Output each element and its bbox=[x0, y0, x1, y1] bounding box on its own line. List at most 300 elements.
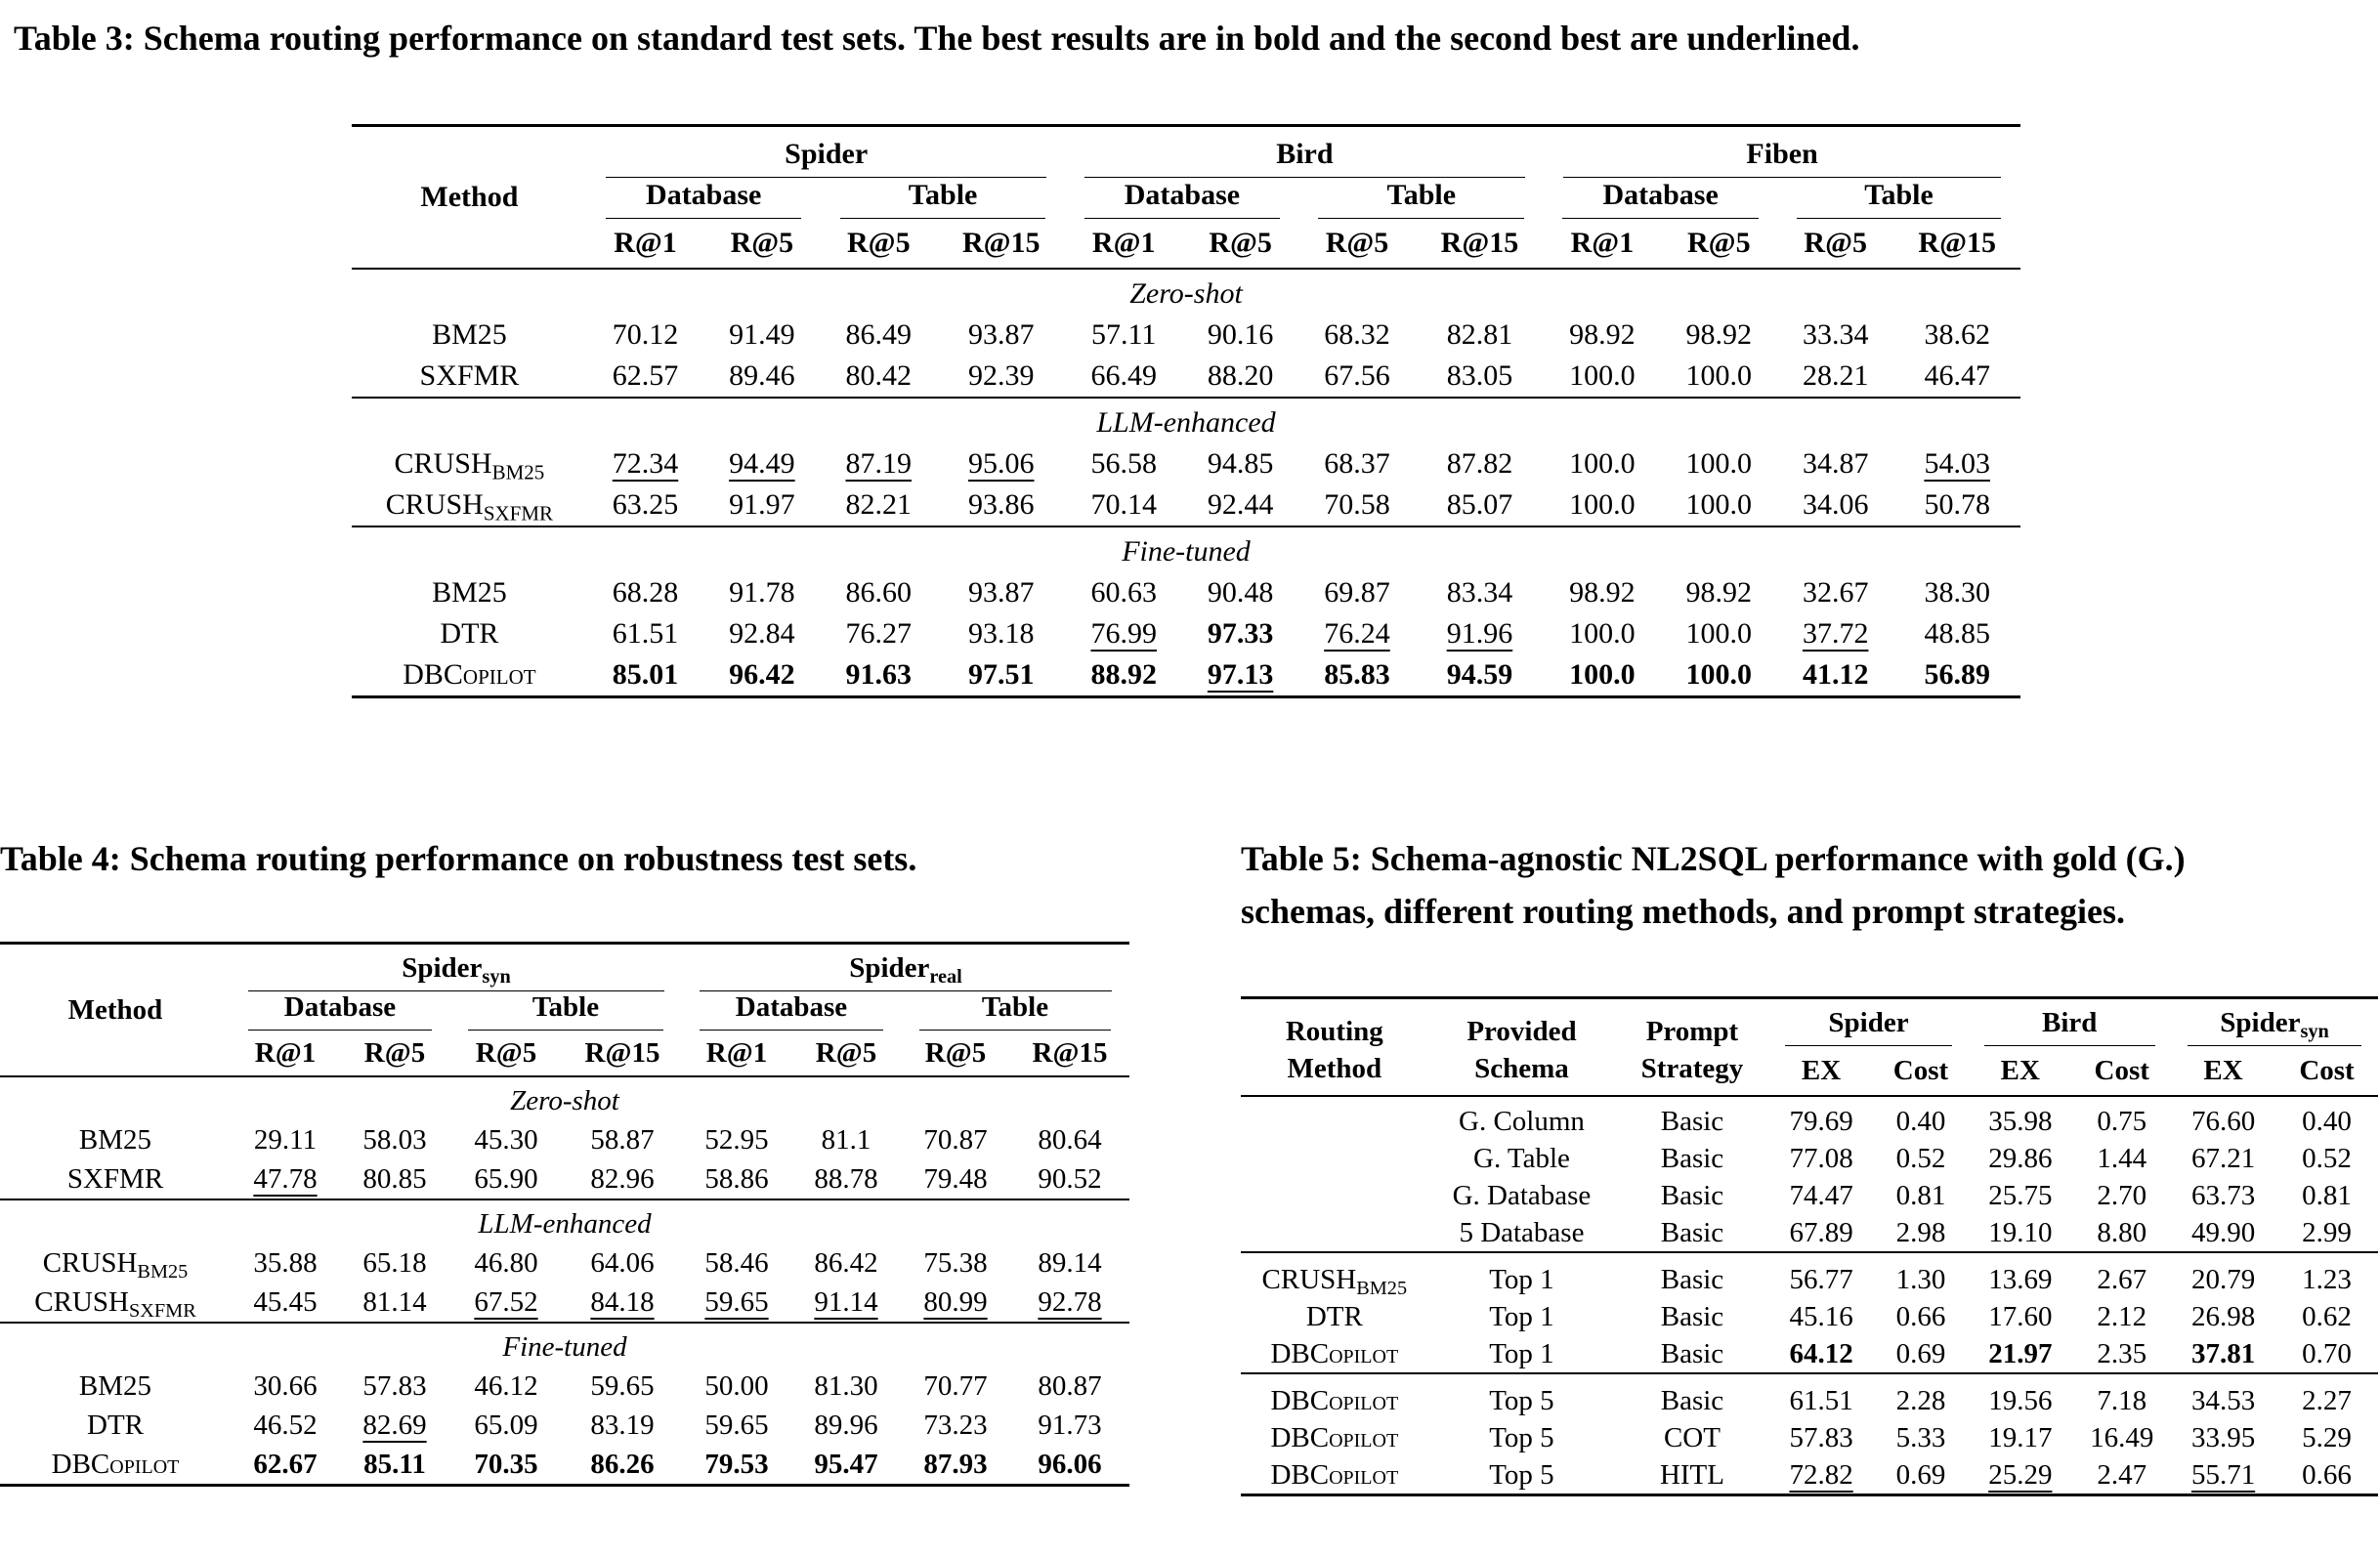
table4-dataset-header: Spider$_{real}$ bbox=[682, 944, 1129, 992]
metric-value: 0.69 bbox=[1895, 1337, 1946, 1369]
metric-value: 86.42 bbox=[814, 1246, 878, 1279]
method-name: BM25 bbox=[432, 576, 507, 609]
metric-value: 59.65 bbox=[704, 1285, 769, 1318]
table-row bbox=[1241, 1456, 2378, 1495]
metric-value: 46.52 bbox=[253, 1409, 318, 1441]
method-name: SXFMR bbox=[66, 1162, 164, 1195]
provided-schema: Top 5 bbox=[1489, 1421, 1554, 1453]
prompt-strategy: Basic bbox=[1660, 1337, 1724, 1369]
metric-value: 98.92 bbox=[1685, 318, 1753, 351]
metric-value: 25.29 bbox=[1988, 1458, 2053, 1491]
metric-value: 100.0 bbox=[1685, 488, 1753, 521]
group-label-row bbox=[352, 269, 2020, 315]
metric-header: EX bbox=[1801, 1054, 1842, 1086]
metric-value: 17.60 bbox=[1988, 1300, 2053, 1332]
metric-value: 100.0 bbox=[1569, 617, 1636, 650]
metric-header: EX bbox=[2000, 1054, 2040, 1086]
metric-value: 98.92 bbox=[1685, 576, 1753, 609]
metric-value: 28.21 bbox=[1802, 359, 1869, 392]
table-row bbox=[0, 1406, 1129, 1445]
metric-header: R@15 bbox=[1440, 227, 1519, 259]
metric-value: 52.95 bbox=[704, 1123, 769, 1156]
table3-subgroup-header: Database bbox=[1066, 178, 1299, 219]
group-label: Fine-tuned bbox=[502, 1330, 627, 1363]
metric-value: 77.08 bbox=[1789, 1142, 1853, 1174]
table-row bbox=[0, 1159, 1129, 1199]
table3-method-header: Method bbox=[420, 181, 519, 213]
metric-value: 57.83 bbox=[362, 1369, 427, 1402]
routing-method bbox=[1241, 1096, 1428, 1140]
metric-value: 0.40 bbox=[1895, 1105, 1946, 1137]
metric-value: 32.67 bbox=[1802, 576, 1869, 609]
metric-value: 76.99 bbox=[1090, 617, 1157, 650]
metric-value: 56.77 bbox=[1789, 1263, 1853, 1295]
routing-method: DTR bbox=[1305, 1300, 1363, 1332]
metric-value: 0.75 bbox=[2097, 1105, 2147, 1137]
table4 bbox=[0, 942, 1129, 1487]
metric-value: 21.97 bbox=[1988, 1337, 2053, 1369]
prompt-strategy: Basic bbox=[1660, 1263, 1724, 1295]
metric-value: 37.81 bbox=[2190, 1337, 2256, 1369]
metric-value: 93.87 bbox=[968, 576, 1035, 609]
prompt-strategy: Basic bbox=[1660, 1179, 1724, 1211]
metric-value: 80.42 bbox=[845, 359, 913, 392]
table4-subgroup-header: Table bbox=[449, 991, 682, 1031]
metric-value: 75.38 bbox=[923, 1246, 988, 1279]
metric-value: 100.0 bbox=[1685, 617, 1753, 650]
metric-value: 100.0 bbox=[1569, 658, 1636, 691]
metric-value: 80.85 bbox=[362, 1162, 427, 1195]
metric-value: 80.64 bbox=[1038, 1123, 1102, 1156]
metric-value: 97.33 bbox=[1207, 617, 1274, 650]
metric-value: 20.79 bbox=[2190, 1263, 2256, 1295]
metric-value: 94.49 bbox=[729, 447, 795, 480]
table3-caption: Table 3: Schema routing performance on standard test sets. The best results are in bold and the second best are underlined. bbox=[14, 19, 1860, 58]
metric-value: 1.30 bbox=[1895, 1263, 1946, 1295]
metric-value: 91.73 bbox=[1038, 1409, 1102, 1441]
metric-value: 1.44 bbox=[2097, 1142, 2147, 1174]
metric-value: 68.28 bbox=[612, 576, 679, 609]
metric-value: 88.78 bbox=[814, 1162, 878, 1195]
metric-value: 62.57 bbox=[612, 359, 679, 392]
metric-value: 94.85 bbox=[1207, 447, 1274, 480]
method-name: BM25 bbox=[78, 1369, 152, 1402]
metric-value: 29.86 bbox=[1988, 1142, 2053, 1174]
prompt-strategy: Basic bbox=[1660, 1142, 1724, 1174]
metric-value: 45.45 bbox=[253, 1285, 318, 1318]
method-name: DTR bbox=[440, 617, 499, 650]
table3-dataset-header: Fiben bbox=[1544, 126, 2020, 179]
metric-value: 56.58 bbox=[1090, 447, 1157, 480]
table-row bbox=[1241, 1096, 2378, 1140]
table-row bbox=[0, 1120, 1129, 1159]
prompt-strategy: HITL bbox=[1659, 1458, 1724, 1491]
metric-value: 96.06 bbox=[1038, 1448, 1102, 1480]
metric-value: 83.05 bbox=[1446, 359, 1513, 392]
metric-value: 63.73 bbox=[2190, 1179, 2256, 1211]
metric-header: R@15 bbox=[1918, 227, 1996, 259]
metric-value: 91.96 bbox=[1446, 617, 1513, 650]
table3-header-metrics bbox=[352, 219, 2020, 269]
table3-dataset-header: Bird bbox=[1066, 126, 1545, 179]
provided-schema: Top 1 bbox=[1489, 1337, 1554, 1369]
metric-value: 66.49 bbox=[1090, 359, 1157, 392]
metric-value: 55.71 bbox=[2190, 1458, 2256, 1491]
table5-routing-header: Routing Method bbox=[1285, 1016, 1383, 1084]
metric-value: 8.80 bbox=[2097, 1216, 2147, 1248]
prompt-strategy: Basic bbox=[1660, 1105, 1724, 1137]
metric-value: 2.27 bbox=[2302, 1384, 2352, 1416]
metric-value: 91.14 bbox=[814, 1285, 878, 1318]
table3-subgroup-header: Table bbox=[1777, 178, 2020, 219]
table-row bbox=[1241, 1335, 2378, 1373]
metric-value: 68.32 bbox=[1324, 318, 1390, 351]
method-name: BM25 bbox=[78, 1123, 152, 1156]
table3 bbox=[352, 124, 2020, 698]
metric-value: 38.62 bbox=[1924, 318, 1990, 351]
metric-value: 70.12 bbox=[612, 318, 679, 351]
metric-value: 45.16 bbox=[1789, 1300, 1853, 1332]
metric-header: R@15 bbox=[961, 227, 1041, 259]
metric-header: EX bbox=[2203, 1054, 2243, 1086]
metric-value: 90.48 bbox=[1207, 576, 1274, 609]
metric-value: 2.35 bbox=[2097, 1337, 2147, 1369]
metric-value: 70.58 bbox=[1324, 488, 1390, 521]
group-label-row bbox=[352, 398, 2020, 443]
metric-value: 89.14 bbox=[1038, 1246, 1102, 1279]
metric-value: 96.42 bbox=[729, 658, 795, 691]
method-name: DBCopilot bbox=[403, 658, 536, 691]
metric-value: 0.40 bbox=[2302, 1105, 2352, 1137]
metric-value: 0.62 bbox=[2302, 1300, 2352, 1332]
group-label: Zero-shot bbox=[1129, 277, 1243, 310]
metric-value: 76.27 bbox=[845, 617, 913, 650]
metric-value: 98.92 bbox=[1569, 318, 1636, 351]
table4-dataset-header: Spider$_{syn}$ bbox=[231, 944, 682, 992]
metric-header: R@1 bbox=[614, 227, 677, 259]
table5-prompt-header: Prompt Strategy bbox=[1640, 1016, 1744, 1084]
metric-value: 85.01 bbox=[612, 658, 679, 691]
group-label: LLM-enhanced bbox=[1096, 406, 1276, 439]
metric-value: 46.12 bbox=[474, 1369, 538, 1402]
table-row bbox=[1241, 1177, 2378, 1214]
table-row bbox=[1241, 1298, 2378, 1335]
table3-subgroup-header: Database bbox=[1544, 178, 1777, 219]
metric-value: 86.60 bbox=[845, 576, 913, 609]
table-row bbox=[352, 572, 2020, 613]
metric-value: 33.34 bbox=[1802, 318, 1869, 351]
metric-value: 70.14 bbox=[1090, 488, 1157, 521]
metric-value: 100.0 bbox=[1569, 359, 1636, 392]
metric-value: 33.95 bbox=[2190, 1421, 2256, 1453]
table3-subgroup-header: Table bbox=[1298, 178, 1544, 219]
metric-value: 92.44 bbox=[1207, 488, 1274, 521]
metric-value: 100.0 bbox=[1685, 658, 1753, 691]
group-label-row bbox=[0, 1199, 1129, 1243]
table-row bbox=[0, 1283, 1129, 1323]
metric-header: R@5 bbox=[1687, 227, 1751, 259]
group-label: LLM-enhanced bbox=[478, 1207, 652, 1240]
metric-value: 2.28 bbox=[1895, 1384, 1946, 1416]
metric-value: 2.70 bbox=[2097, 1179, 2147, 1211]
metric-header: R@5 bbox=[815, 1036, 877, 1069]
routing-method: DBCopilot bbox=[1270, 1421, 1399, 1453]
metric-value: 84.18 bbox=[590, 1285, 655, 1318]
metric-value: 0.81 bbox=[1895, 1179, 1946, 1211]
metric-value: 0.81 bbox=[2302, 1179, 2352, 1211]
table-row bbox=[0, 1367, 1129, 1406]
metric-header: R@5 bbox=[847, 227, 911, 259]
metric-value: 7.18 bbox=[2097, 1384, 2147, 1416]
metric-value: 5.33 bbox=[1895, 1421, 1946, 1453]
metric-value: 83.19 bbox=[590, 1409, 655, 1441]
metric-value: 68.37 bbox=[1324, 447, 1390, 480]
metric-value: 85.11 bbox=[363, 1448, 426, 1480]
metric-header: R@5 bbox=[1209, 227, 1272, 259]
metric-header: R@5 bbox=[1325, 227, 1389, 259]
method-name: $CRUSH_{BM25}$ bbox=[42, 1246, 189, 1283]
table-row bbox=[352, 315, 2020, 356]
metric-header: R@15 bbox=[584, 1036, 660, 1069]
metric-header: R@15 bbox=[1032, 1036, 1108, 1069]
metric-value: 19.10 bbox=[1988, 1216, 2053, 1248]
provided-schema: G. Table bbox=[1473, 1142, 1570, 1174]
metric-value: 54.03 bbox=[1924, 447, 1990, 480]
metric-value: 46.47 bbox=[1924, 359, 1990, 392]
metric-value: 88.20 bbox=[1207, 359, 1274, 392]
metric-value: 76.60 bbox=[2190, 1105, 2256, 1137]
method-name: $CRUSH_{SXFMR}$ bbox=[385, 488, 554, 526]
metric-value: 2.98 bbox=[1895, 1216, 1946, 1248]
table4-subgroup-header: Database bbox=[231, 991, 449, 1031]
metric-value: 67.52 bbox=[474, 1285, 538, 1318]
metric-value: 65.90 bbox=[474, 1162, 538, 1195]
metric-value: 95.06 bbox=[968, 447, 1035, 480]
metric-value: 1.23 bbox=[2302, 1263, 2352, 1295]
metric-value: 2.67 bbox=[2097, 1263, 2147, 1295]
metric-value: 67.21 bbox=[2190, 1142, 2256, 1174]
metric-value: 0.52 bbox=[2302, 1142, 2352, 1174]
metric-value: 92.84 bbox=[729, 617, 795, 650]
metric-value: 89.96 bbox=[814, 1409, 878, 1441]
table3-header-datasets bbox=[352, 126, 2020, 179]
metric-value: 0.69 bbox=[1895, 1458, 1946, 1491]
metric-value: 62.67 bbox=[253, 1448, 318, 1480]
metric-value: 65.09 bbox=[474, 1409, 538, 1441]
metric-value: 80.99 bbox=[923, 1285, 988, 1318]
metric-value: 85.83 bbox=[1324, 658, 1390, 691]
provided-schema: Top 5 bbox=[1489, 1458, 1554, 1491]
metric-value: 92.78 bbox=[1038, 1285, 1102, 1318]
metric-value: 91.63 bbox=[845, 658, 913, 691]
table-row bbox=[352, 356, 2020, 398]
table3-header-subgroups bbox=[352, 178, 2020, 219]
metric-value: 79.69 bbox=[1789, 1105, 1853, 1137]
metric-value: 86.49 bbox=[845, 318, 913, 351]
metric-value: 25.75 bbox=[1988, 1179, 2053, 1211]
metric-value: 49.90 bbox=[2190, 1216, 2256, 1248]
provided-schema: Top 1 bbox=[1489, 1300, 1554, 1332]
metric-header: R@1 bbox=[705, 1036, 768, 1069]
group-label-row bbox=[352, 526, 2020, 572]
metric-value: 93.18 bbox=[968, 617, 1035, 650]
metric-value: 60.63 bbox=[1090, 576, 1157, 609]
table5-dataset-header: Spider$_{syn}$ bbox=[2171, 998, 2378, 1047]
metric-value: 90.16 bbox=[1207, 318, 1274, 351]
metric-value: 100.0 bbox=[1685, 359, 1753, 392]
metric-value: 38.30 bbox=[1924, 576, 1990, 609]
metric-value: 79.53 bbox=[704, 1448, 769, 1480]
table5-caption-line2: schemas, different routing methods, and prompt strategies. bbox=[1241, 892, 2125, 931]
table3-dataset-header: Spider bbox=[587, 126, 1066, 179]
metric-value: 89.46 bbox=[729, 359, 795, 392]
metric-value: 95.47 bbox=[814, 1448, 878, 1480]
table-row bbox=[0, 1243, 1129, 1283]
metric-value: 81.14 bbox=[362, 1285, 427, 1318]
metric-header: R@1 bbox=[1570, 227, 1635, 259]
metric-value: 72.34 bbox=[612, 447, 679, 480]
table-row bbox=[352, 484, 2020, 526]
metric-value: 58.86 bbox=[704, 1162, 769, 1195]
table-row bbox=[0, 1445, 1129, 1486]
metric-value: 37.72 bbox=[1802, 617, 1869, 650]
routing-method: DBCopilot bbox=[1270, 1458, 1399, 1491]
metric-value: 90.52 bbox=[1038, 1162, 1102, 1195]
metric-value: 97.51 bbox=[968, 658, 1035, 691]
method-name: BM25 bbox=[432, 318, 507, 351]
table-row bbox=[1241, 1373, 2378, 1419]
metric-value: 29.11 bbox=[253, 1123, 318, 1156]
metric-value: 93.86 bbox=[968, 488, 1035, 521]
metric-value: 61.51 bbox=[1789, 1384, 1853, 1416]
metric-value: 2.12 bbox=[2097, 1300, 2147, 1332]
metric-value: 57.11 bbox=[1091, 318, 1157, 351]
metric-value: 82.96 bbox=[590, 1162, 655, 1195]
metric-value: 46.80 bbox=[474, 1246, 538, 1279]
prompt-strategy: Basic bbox=[1660, 1216, 1724, 1248]
metric-header: R@5 bbox=[924, 1036, 987, 1069]
metric-header: Cost bbox=[2094, 1054, 2149, 1086]
table5-caption-line1: Table 5: Schema-agnostic NL2SQL performance with gold (G.) bbox=[1241, 839, 2186, 878]
metric-value: 88.92 bbox=[1090, 658, 1157, 691]
method-name: SXFMR bbox=[419, 359, 520, 392]
metric-value: 0.66 bbox=[1895, 1300, 1946, 1332]
metric-value: 26.98 bbox=[2190, 1300, 2256, 1332]
metric-value: 67.89 bbox=[1789, 1216, 1853, 1248]
provided-schema: Top 1 bbox=[1489, 1263, 1554, 1295]
provided-schema: Top 5 bbox=[1489, 1384, 1554, 1416]
metric-value: 81.1 bbox=[821, 1123, 871, 1156]
table5-schema-header: Provided Schema bbox=[1466, 1016, 1577, 1084]
metric-value: 69.87 bbox=[1324, 576, 1390, 609]
table5-dataset-header: Bird bbox=[1968, 998, 2171, 1047]
group-label: Zero-shot bbox=[510, 1084, 619, 1116]
metric-header: R@5 bbox=[730, 227, 794, 259]
prompt-strategy: COT bbox=[1663, 1421, 1721, 1453]
metric-header: R@5 bbox=[475, 1036, 537, 1069]
metric-header: R@5 bbox=[1804, 227, 1867, 259]
metric-value: 64.06 bbox=[590, 1246, 655, 1279]
metric-value: 19.56 bbox=[1988, 1384, 2053, 1416]
metric-value: 2.99 bbox=[2302, 1216, 2352, 1248]
metric-value: 100.0 bbox=[1569, 488, 1636, 521]
table5-dataset-header: Spider bbox=[1769, 998, 1969, 1047]
method-name: DTR bbox=[87, 1409, 144, 1441]
metric-value: 0.70 bbox=[2302, 1337, 2352, 1369]
table-row bbox=[352, 613, 2020, 654]
metric-value: 5.29 bbox=[2302, 1421, 2352, 1453]
metric-value: 98.92 bbox=[1569, 576, 1636, 609]
metric-value: 59.65 bbox=[590, 1369, 655, 1402]
method-name: DBCopilot bbox=[51, 1448, 180, 1480]
metric-value: 94.59 bbox=[1446, 658, 1513, 691]
metric-value: 67.56 bbox=[1324, 359, 1390, 392]
metric-value: 19.17 bbox=[1988, 1421, 2053, 1453]
table-row bbox=[352, 654, 2020, 697]
metric-value: 0.66 bbox=[2302, 1458, 2352, 1491]
method-name: $CRUSH_{BM25}$ bbox=[394, 447, 545, 484]
metric-value: 34.87 bbox=[1802, 447, 1869, 480]
table-row bbox=[1241, 1252, 2378, 1298]
metric-value: 97.13 bbox=[1207, 658, 1274, 691]
metric-value: 73.23 bbox=[923, 1409, 988, 1441]
metric-value: 56.89 bbox=[1924, 658, 1990, 691]
provided-schema: 5 Database bbox=[1459, 1216, 1585, 1248]
metric-value: 87.82 bbox=[1446, 447, 1513, 480]
table4-header-datasets bbox=[0, 944, 1129, 992]
metric-value: 50.78 bbox=[1924, 488, 1990, 521]
metric-value: 93.87 bbox=[968, 318, 1035, 351]
metric-value: 30.66 bbox=[253, 1369, 318, 1402]
table5 bbox=[1241, 996, 2378, 1496]
routing-method: DBCopilot bbox=[1270, 1384, 1399, 1416]
metric-value: 2.47 bbox=[2097, 1458, 2147, 1491]
metric-value: 72.82 bbox=[1789, 1458, 1853, 1491]
table3-subgroup-header: Table bbox=[821, 178, 1066, 219]
routing-method bbox=[1241, 1140, 1428, 1177]
metric-value: 58.87 bbox=[590, 1123, 655, 1156]
metric-value: 83.34 bbox=[1446, 576, 1513, 609]
table4-subgroup-header: Database bbox=[682, 991, 901, 1031]
prompt-strategy: Basic bbox=[1660, 1300, 1724, 1332]
metric-value: 64.12 bbox=[1789, 1337, 1853, 1369]
metric-value: 57.83 bbox=[1789, 1421, 1853, 1453]
metric-value: 70.77 bbox=[923, 1369, 988, 1402]
metric-value: 91.49 bbox=[729, 318, 795, 351]
metric-value: 58.46 bbox=[704, 1246, 769, 1279]
metric-value: 82.81 bbox=[1446, 318, 1513, 351]
metric-value: 70.35 bbox=[474, 1448, 538, 1480]
metric-value: 87.19 bbox=[845, 447, 913, 480]
metric-value: 82.69 bbox=[362, 1409, 427, 1441]
metric-value: 79.48 bbox=[923, 1162, 988, 1195]
provided-schema: G. Database bbox=[1452, 1179, 1592, 1211]
metric-value: 35.98 bbox=[1988, 1105, 2053, 1137]
metric-value: 45.30 bbox=[474, 1123, 538, 1156]
routing-method bbox=[1241, 1214, 1428, 1252]
routing-method bbox=[1241, 1177, 1428, 1214]
metric-value: 86.26 bbox=[590, 1448, 655, 1480]
metric-value: 85.07 bbox=[1446, 488, 1513, 521]
metric-value: 82.21 bbox=[845, 488, 913, 521]
metric-value: 48.85 bbox=[1924, 617, 1990, 650]
metric-value: 76.24 bbox=[1324, 617, 1390, 650]
metric-value: 80.87 bbox=[1038, 1369, 1102, 1402]
metric-value: 16.49 bbox=[2090, 1421, 2154, 1453]
table-row bbox=[1241, 1419, 2378, 1456]
group-label: Fine-tuned bbox=[1122, 535, 1251, 568]
table3-subgroup-header: Database bbox=[587, 178, 821, 219]
